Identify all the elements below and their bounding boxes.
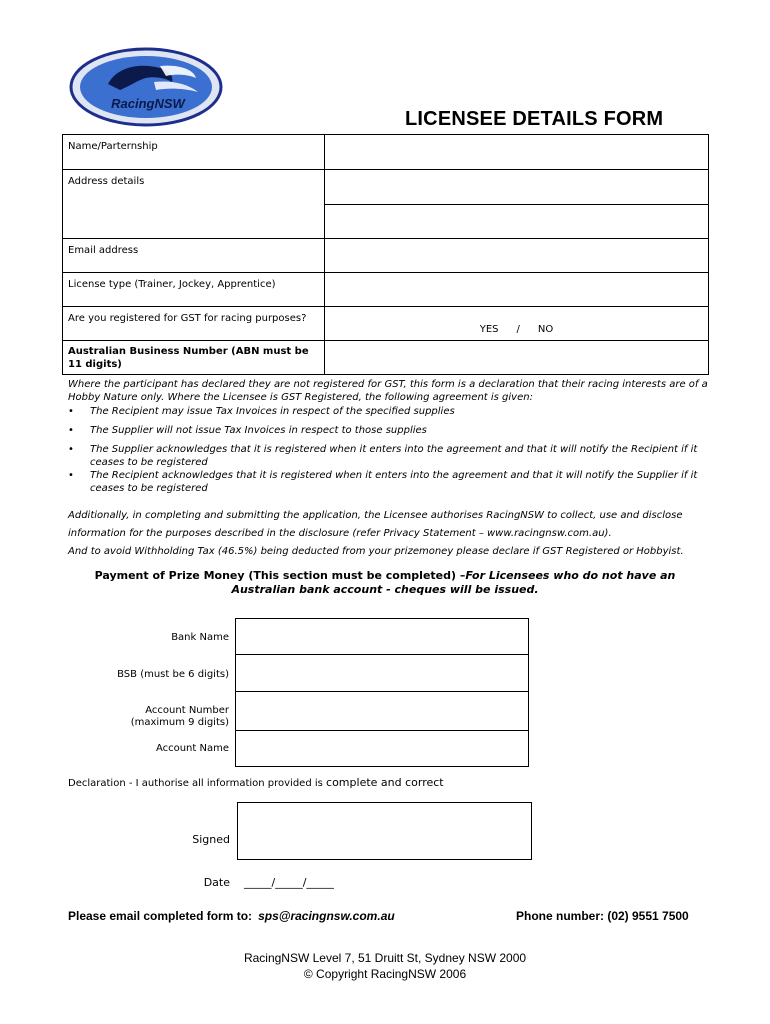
footer-address: RacingNSW Level 7, 51 Druitt St, Sydney NSW 2000: [243, 951, 527, 965]
authorisation-line: Additionally, in completing and submitting the application, the Licensee authorises RacingNSW to collect, use and disclose: [68, 510, 683, 521]
account-number-note: (maximum 9 digits): [130, 717, 229, 728]
logo-wordmark: RacingNSW: [111, 96, 185, 111]
email-field[interactable]: [325, 239, 709, 273]
agreement-item: • The Supplier acknowledges that it is registered when it enters into the agreement and that it will notify the Recipient if it ceases to be registered: [68, 443, 708, 469]
gst-question-label: Are you registered for GST for racing purposes?: [63, 307, 325, 341]
agreement-list: [68, 405, 708, 495]
declaration-prefix: Declaration - I authorise all information provided is: [68, 778, 323, 789]
footer-copyright: © Copyright RacingNSW 2006: [303, 967, 467, 981]
signed-label: Signed: [192, 833, 230, 846]
racingnsw-logo: [68, 46, 224, 128]
payment-heading-main: Payment of Prize Money (This section must be completed) –: [94, 569, 466, 582]
account-name-label: Account Name: [155, 743, 229, 754]
date-label: Date: [203, 876, 230, 889]
account-number-label: [63, 705, 229, 729]
bsb-label: BSB (must be 6 digits): [117, 669, 229, 680]
address-label: Address details: [63, 170, 325, 239]
agreement-item: • The Supplier will not issue Tax Invoices in respect to those supplies: [68, 424, 708, 437]
gst-options: [325, 307, 709, 341]
form-title: LICENSEE DETAILS FORM: [405, 108, 664, 130]
contact-phone: Phone number: (02) 9551 7500: [516, 909, 689, 923]
license-type-field[interactable]: [325, 273, 709, 307]
bank-name-field[interactable]: [235, 618, 529, 655]
gst-no-option[interactable]: NO: [537, 324, 554, 335]
agreement-item: • The Recipient acknowledges that it is registered when it enters into the agreement and that it will notify the Supplier if it ceases to be registered: [68, 469, 708, 495]
gst-yes-option[interactable]: YES: [479, 324, 499, 335]
abn-label: Australian Business Number (ABN must be 11 digits): [63, 341, 325, 375]
declaration-text: [68, 776, 444, 789]
authorisation-line: And to avoid Withholding Tax (46.5%) being deducted from your prizemoney please declare if GST Registered or Hobbyist.: [68, 546, 684, 557]
contact-email[interactable]: sps@racingnsw.com.au: [258, 909, 395, 923]
address-field-line2[interactable]: [325, 205, 709, 239]
authorisation-line: information for the purposes described in the disclosure (refer Privacy Statement – www.racingnsw.com.au).: [68, 528, 612, 539]
bsb-field[interactable]: [235, 654, 529, 692]
email-prompt: Please email completed form to:: [68, 909, 253, 923]
abn-field[interactable]: [325, 341, 709, 375]
authorisation-text: [68, 507, 708, 561]
address-field-line1[interactable]: [325, 170, 709, 205]
bank-name-label: Bank Name: [171, 632, 229, 643]
gst-separator: /: [516, 324, 520, 335]
payment-heading-italic: For Licensees who do not have an Australian bank account - cheques will be issued.: [231, 569, 676, 596]
email-label: Email address: [63, 239, 325, 273]
account-number-field[interactable]: [235, 691, 529, 731]
name-field[interactable]: [325, 135, 709, 170]
licensee-details-table: [62, 134, 709, 375]
account-number-label-text: Account Number: [145, 705, 229, 716]
account-name-field[interactable]: [235, 730, 529, 767]
gst-intro-text: Where the participant has declared they are not registered for GST, this form is a declaration that their racing interests are of a Hobby Nature only. Where the Licensee is GST Registered, the following agreement is given:: [68, 379, 708, 403]
payment-heading: [68, 569, 702, 597]
agreement-item: • The Recipient may issue Tax Invoices in respect of the specified supplies: [68, 405, 708, 418]
license-type-label: License type (Trainer, Jockey, Apprentice): [63, 273, 325, 307]
name-label: Name/Parternship: [63, 135, 325, 170]
declaration-suffix: complete and correct: [326, 776, 444, 789]
date-field[interactable]: _____/_____/_____: [244, 876, 334, 889]
signature-field[interactable]: [237, 802, 532, 860]
email-instruction: [68, 909, 395, 923]
